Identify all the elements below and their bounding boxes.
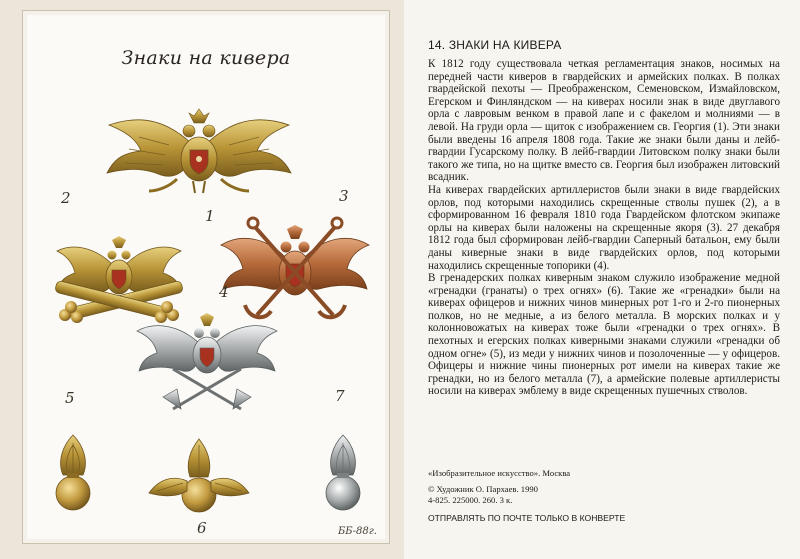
print-code: 4-825. 225000. 260. 3 к. — [428, 495, 513, 505]
section-heading: 14. ЗНАКИ НА КИВЕРА — [428, 38, 562, 52]
paragraph: К 1812 году существовала четкая регламентация знаков, носимых на передней части киверов в гвардейских и армейских полках. В полках гвардейской пехоты — Преображенском, Семеновском, Измайловском, Егерском и Финляндском — на киверах носили знак в виде двуглавого орла с лавровым венком в правой лапе и с факелом и молниями — в левой. На груди орла — щиток с изображением св. Георгия (1). Эти знаки были введены 16 апреля 1808 года. Такие же знаки были даны и лейб-гвардии Гусарскому полку. В лейб-гвардии Литовском полку знаки были такого же типа, но на щитке вместо св. Георгия был изображен литовский всадник. — [428, 58, 780, 184]
artist-signature: ББ-88г. — [337, 526, 377, 537]
mailing-note: ОТПРАВЛЯТЬ ПО ПОЧТЕ ТОЛЬКО В КОНВЕРТЕ — [428, 513, 626, 523]
badge-number-4: 4 — [219, 283, 229, 301]
badge-number-5: 5 — [65, 389, 75, 407]
artist-credit: © Художник О. Пархаев. 1990 — [428, 484, 538, 494]
badge-5-grenade-one-flame — [56, 435, 90, 510]
badge-number-3: 3 — [339, 187, 349, 205]
badges-illustration — [23, 11, 389, 543]
badge-number-1: 1 — [205, 207, 215, 225]
paragraph: В гренадерских полках киверным знаком служило изображение медной «гренадки (гранаты) о трех огнях» (6). Такие же «гренадки» были на киверах офицеров и нижних чинов минерных рот 1-го и 2-го пионерных полков, но не медные, а из белого металла. В морских полках и у колонновожатых на киверах тоже были «гренадки о трех огнях». В пехотных и егерских полках киверными знаками служили «гренадки об одном огне» (5), из меди у нижних чинов и позолоченные — у офицеров. Офицеры и нижние чины пионерных рот имели на киверах такие же гренадки, но из белого металла (7), а армейские полевые артиллеристы носили на киверах эмблему в виде скрещенных пушечных стволов. — [428, 272, 780, 398]
illustration-frame — [22, 10, 390, 544]
badge-number-7: 7 — [335, 387, 345, 405]
badge-number-2: 2 — [61, 189, 71, 207]
imprint-block — [428, 468, 778, 506]
body-text — [428, 58, 780, 398]
badge-number-6: 6 — [197, 519, 207, 537]
badge-7-silver-grenade — [326, 435, 360, 510]
badge-3-navy-eagle — [221, 218, 369, 317]
publisher-line: «Изобразительное искусство». Москва — [428, 468, 571, 478]
badge-6-grenade-three-flames — [149, 439, 249, 512]
badge-4-sapper-eagle — [137, 313, 277, 409]
paragraph: На киверах гвардейских артиллеристов были знаки в виде гвардейских орлов, под которыми находились скрещенные стволы пушек (2), а в сформированном 16 февраля 1810 года Гвардейском флотском экипаже орлы на киверах были наложены на скрещенные якоря (3). 27 декабря 1812 года был сформирован лейб-гвардии Саперный батальон, ему были даны киверные знаки в виде гвардейских орлов, под которыми находились скрещенные топорики (4). — [428, 183, 780, 272]
illustration-title: Знаки на кивера — [121, 47, 291, 69]
badge-2-artillery-eagle — [54, 236, 183, 323]
badge-1-gold-eagle — [107, 109, 291, 193]
text-page — [404, 0, 800, 559]
